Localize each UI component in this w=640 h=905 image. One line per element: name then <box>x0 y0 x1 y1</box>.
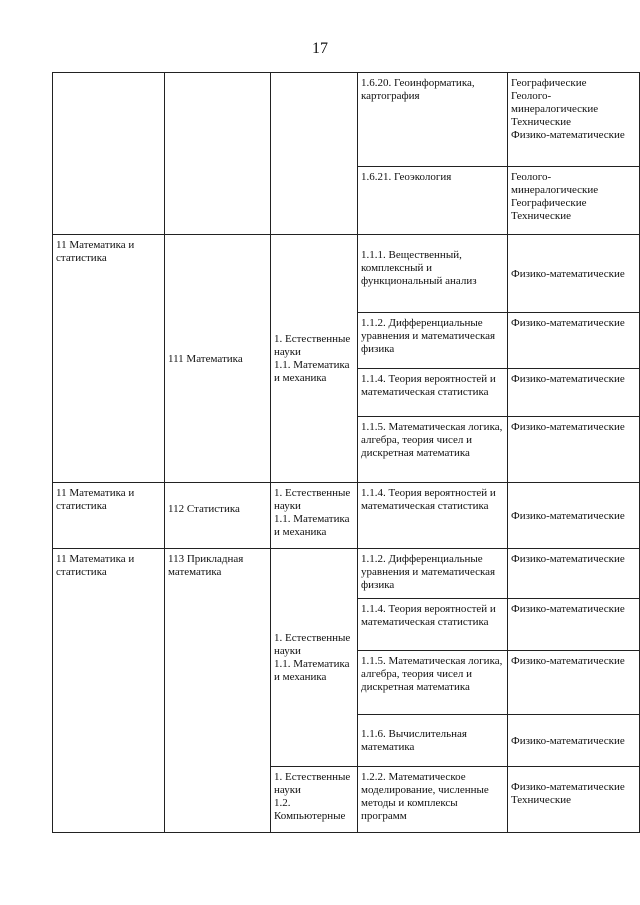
specialty-cell: 1.1.4. Теория вероятностей и математическая статистика <box>358 599 508 651</box>
branches-cell: Физико-математические <box>508 651 640 715</box>
branches-cell: Физико-математические <box>508 483 640 549</box>
specialty-cell: 1.1.4. Теория вероятностей и математическая статистика <box>358 369 508 417</box>
specialty-cell: 1.1.6. Вычислительная математика <box>358 715 508 767</box>
specialty-cell: 1.6.20. Геоинформатика, картография <box>358 73 508 167</box>
branch-item: Географические <box>511 197 587 209</box>
branches-cell: Физико-математические <box>508 313 640 369</box>
field-cell: 11 Математика и статистика <box>53 549 165 833</box>
table-row <box>53 483 640 549</box>
specialty-cell: 1.1.2. Дифференциальные уравнения и математическая физика <box>358 313 508 369</box>
area-cell: 1. Естественные науки 1.1. Математика и механика <box>271 483 358 549</box>
branch-item: Геолого-минералогические <box>511 171 599 196</box>
direction-cell: 111 Математика <box>165 235 271 483</box>
field-cell: 11 Математика и статистика <box>53 235 165 483</box>
field-cell: 11 Математика и статистика <box>53 483 165 549</box>
area-cell: 1. Естественные науки 1.1. Математика и механика <box>271 235 358 483</box>
branches-cell <box>508 767 640 833</box>
branches-cell <box>508 73 640 167</box>
branch-item: Геолого-минералогические <box>511 90 599 115</box>
area-cell: 1. Естественные науки 1.1. Математика и механика <box>271 549 358 767</box>
specialty-cell: 1.6.21. Геоэкология <box>358 167 508 235</box>
table-row <box>53 235 640 313</box>
area-cell <box>271 73 358 235</box>
branches-cell: Физико-математические <box>508 235 640 313</box>
specialty-cell: 1.1.4. Теория вероятностей и математическая статистика <box>358 483 508 549</box>
field-cell <box>53 73 165 235</box>
branch-item: Физико-математические <box>511 129 625 141</box>
branch-item: Технические <box>511 210 571 222</box>
specialty-cell: 1.1.1. Вещественный, комплексный и функциональный анализ <box>358 235 508 313</box>
direction-cell <box>165 73 271 235</box>
specialties-table <box>52 72 640 833</box>
branches-cell: Физико-математические <box>508 417 640 483</box>
table-row <box>53 549 640 599</box>
table-row <box>53 73 640 167</box>
specialty-cell: 1.1.5. Математическая логика, алгебра, теория чисел и дискретная математика <box>358 417 508 483</box>
branch-item: Географические <box>511 77 587 89</box>
direction-cell: 113 Прикладная математика <box>165 549 271 833</box>
branch-item: Технические <box>511 794 571 806</box>
branches-cell: Физико-математические <box>508 599 640 651</box>
specialty-cell: 1.1.2. Дифференциальные уравнения и математическая физика <box>358 549 508 599</box>
branch-item: Технические <box>511 116 571 128</box>
page-number: 17 <box>312 40 328 57</box>
area-cell: 1. Естественные науки 1.2. Компьютерные <box>271 767 358 833</box>
branches-cell <box>508 167 640 235</box>
direction-cell: 112 Статистика <box>165 483 271 549</box>
branches-cell: Физико-математические <box>508 715 640 767</box>
branch-item: Физико-математические <box>511 781 625 793</box>
specialty-cell: 1.1.5. Математическая логика, алгебра, теория чисел и дискретная математика <box>358 651 508 715</box>
branches-cell: Физико-математические <box>508 549 640 599</box>
branches-cell: Физико-математические <box>508 369 640 417</box>
specialty-cell: 1.2.2. Математическое моделирование, численные методы и комплексы программ <box>358 767 508 833</box>
